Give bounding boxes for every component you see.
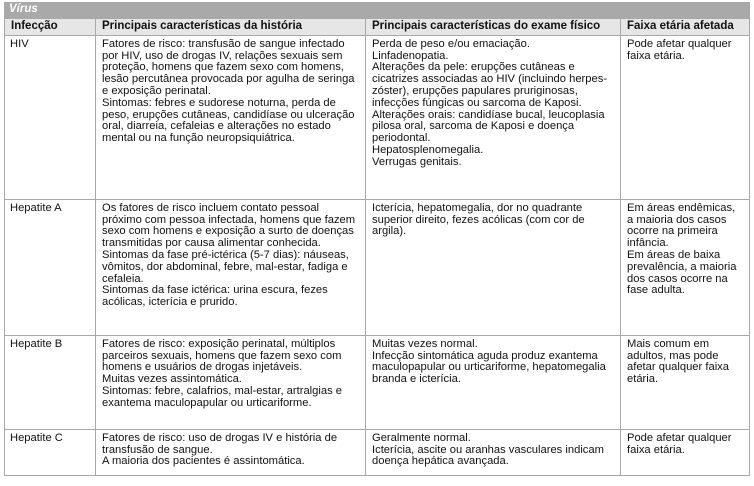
column-header-row	[5, 19, 750, 36]
history-text: Sintomas: febres e sudorese noturna, perda de peso, erupções cutâneas, candidíase ou ulceração oral, diarreia, cefaleias e alterações no estado mental ou na função neuropsiquiátrica.	[102, 96, 355, 145]
exam-text: Hepatosplenomegalia.	[372, 143, 484, 156]
exam-text: Geralmente normal.	[372, 431, 471, 444]
age-text: Mais comum em adultos, mas pode afetar qualquer faixa etária.	[627, 337, 729, 386]
exam-text: Icterícia, ascite ou aranhas vasculares indicam doença hepática avançada.	[372, 443, 604, 468]
history-text: Fatores de risco: exposição perinatal, múltiplos parceiros sexuais, homens que fazem sexo com homens e usuários de drogas injetáveis.	[102, 337, 342, 374]
table-row-hepatite-a	[5, 199, 750, 335]
exam-text: Muitas vezes normal.	[372, 337, 478, 350]
table-row-hiv	[5, 35, 750, 199]
exam-text: Alterações orais: candidíase bucal, leucoplasia pilosa oral, sarcoma de Kaposi e doença periodontal.	[372, 108, 605, 145]
history-text: Sintomas da fase pré-ictérica (5-7 dias): náuseas, vômitos, dor abdominal, febre, mal-estar, fadiga e cefaleia.	[102, 248, 349, 285]
history-text: Fatores de risco: transfusão de sangue infectado por HIV, uso de drogas IV, relações sexuais sem proteção, homens que fazem sexo com homens, lesão percutânea provocada por agulha de seringa e exposição perinatal.	[102, 37, 355, 97]
exam-text: Icterícia, hepatomegalia, dor no quadrante superior direito, fezes acólicas (com cor de argila).	[372, 201, 585, 238]
history-text: Os fatores de risco incluem contato pessoal próximo com pessoa infectada, homens que fazem sexo com homens e exposição a surto de doenças transmitidas por causa alimentar conhecida.	[102, 201, 356, 250]
exam-cell	[366, 199, 621, 335]
column-header-infection: Infecção	[5, 19, 96, 36]
column-header-age: Faixa etária afetada	[621, 19, 750, 36]
exam-text: Perda de peso e/ou emaciação.	[372, 37, 530, 50]
history-text: Sintomas: febre, calafrios, mal-estar, artralgias e exantema maculopapular ou urticariforme.	[102, 384, 343, 409]
infection-name: Hepatite A	[5, 199, 96, 335]
history-text: A maioria dos pacientes é assintomática.	[102, 455, 305, 468]
column-header-history: Principais características da história	[96, 19, 366, 36]
virus-table-container	[4, 2, 749, 476]
age-cell	[621, 429, 750, 475]
age-text: Em áreas de baixa prevalência, a maioria dos casos ocorre na fase adulta.	[627, 248, 737, 297]
exam-cell	[366, 335, 621, 429]
exam-text: Alterações da pele: erupções cutâneas e cicatrizes associadas ao HIV (incluindo herpes-zóster), erupções papulares pruriginosas, infecções fúngicas ou sarcoma de Kaposi.	[372, 61, 608, 109]
age-text: Em áreas endêmicas, a maioria dos casos ocorre na primeira infância.	[627, 201, 736, 250]
exam-text: Infecção sintomática aguda produz exantema maculopapular ou urticariforme, hepatomegalia branda e icterícia.	[372, 349, 606, 386]
exam-cell	[366, 429, 621, 475]
exam-text: Linfadenopatia.	[372, 49, 449, 62]
history-cell	[96, 335, 366, 429]
history-text: Muitas vezes assintomática.	[102, 373, 242, 386]
age-text: Pode afetar qualquer faixa etária.	[627, 37, 732, 62]
age-cell	[621, 335, 750, 429]
history-text: Fatores de risco: uso de drogas IV e história de transfusão de sangue.	[102, 431, 338, 456]
infection-name: Hepatite B	[5, 335, 96, 429]
exam-cell	[366, 35, 621, 199]
history-cell	[96, 35, 366, 199]
section-header-row	[5, 3, 750, 19]
history-cell	[96, 429, 366, 475]
section-label: Vírus	[5, 3, 750, 19]
exam-text: Verrugas genitais.	[372, 155, 462, 168]
infection-name: Hepatite C	[5, 429, 96, 475]
column-header-exam: Principais características do exame físico	[366, 19, 621, 36]
age-text: Pode afetar qualquer faixa etária.	[627, 431, 732, 456]
history-cell	[96, 199, 366, 335]
table-row-hepatite-b	[5, 335, 750, 429]
age-cell	[621, 35, 750, 199]
table-row-hepatite-c	[5, 429, 750, 475]
infection-name: HIV	[5, 35, 96, 199]
age-cell	[621, 199, 750, 335]
virus-table	[4, 2, 750, 476]
history-text: Sintomas da fase ictérica: urina escura, fezes acólicas, icterícia e prurido.	[102, 284, 328, 309]
